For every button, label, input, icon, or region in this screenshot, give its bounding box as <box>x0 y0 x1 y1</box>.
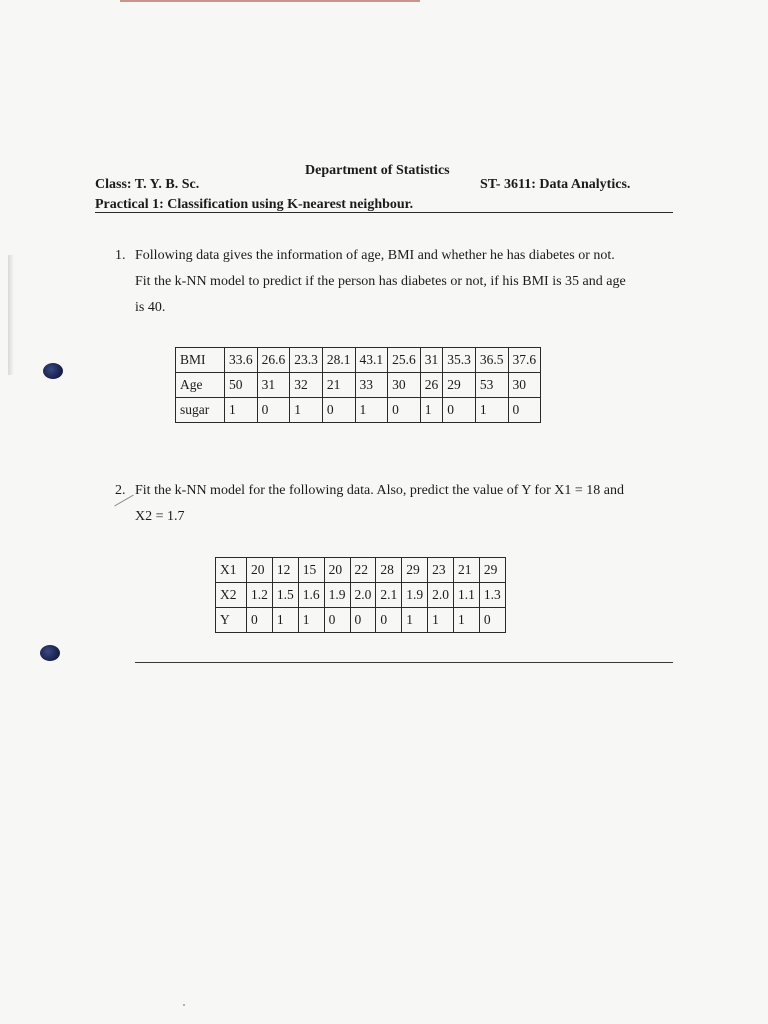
row-header: Y <box>216 608 247 633</box>
table-cell: 20 <box>324 558 350 583</box>
table-cell: 23.3 <box>290 348 323 373</box>
table-row <box>176 348 541 373</box>
table-cell: 25.6 <box>388 348 421 373</box>
question-number: 2. <box>115 483 126 498</box>
table-cell: 1.2 <box>247 583 273 608</box>
table-cell: 1.1 <box>454 583 480 608</box>
footer-divider <box>135 662 673 663</box>
table-cell: 1 <box>355 398 388 423</box>
table-row <box>216 558 506 583</box>
row-header: X1 <box>216 558 247 583</box>
class-label: Class: T. Y. B. Sc. <box>95 177 200 192</box>
table-cell: 30 <box>388 373 421 398</box>
table-cell: 30 <box>508 373 541 398</box>
table-cell: 31 <box>257 373 290 398</box>
table-cell: 0 <box>479 608 505 633</box>
table-cell: 0 <box>322 398 355 423</box>
table-cell: 33.6 <box>225 348 258 373</box>
question-text-line: Fit the k-NN model for the following data. Also, predict the value of Y for X1 = 18 and <box>135 483 624 498</box>
table-cell: 26 <box>420 373 443 398</box>
table-cell: 29 <box>402 558 428 583</box>
table-cell: 0 <box>388 398 421 423</box>
punch-hole-icon <box>40 645 60 661</box>
table-cell: 0 <box>508 398 541 423</box>
data-table-2 <box>215 557 506 633</box>
question-text-line: Following data gives the information of age, BMI and whether he has diabetes or not. <box>135 248 615 263</box>
row-header: sugar <box>176 398 225 423</box>
course-code: ST- 3611: Data Analytics. <box>480 177 631 192</box>
table-cell: 28.1 <box>322 348 355 373</box>
table-cell: 1 <box>402 608 428 633</box>
table-cell: 29 <box>479 558 505 583</box>
data-table-1 <box>175 347 541 423</box>
table-cell: 2.0 <box>428 583 454 608</box>
table-cell: 43.1 <box>355 348 388 373</box>
table-row <box>216 608 506 633</box>
table-cell: 2.0 <box>350 583 376 608</box>
table-cell: 2.1 <box>376 583 402 608</box>
table-cell: 50 <box>225 373 258 398</box>
question-text-line: is 40. <box>135 300 166 315</box>
row-header: Age <box>176 373 225 398</box>
table-cell: 0 <box>257 398 290 423</box>
table-cell: 29 <box>443 373 476 398</box>
table-cell: 32 <box>290 373 323 398</box>
table-cell: 0 <box>247 608 273 633</box>
table-row <box>216 583 506 608</box>
table-row <box>176 398 541 423</box>
table-cell: 20 <box>247 558 273 583</box>
table-cell: 23 <box>428 558 454 583</box>
question-number: 1. <box>115 248 126 263</box>
question-text-line: Fit the k-NN model to predict if the person has diabetes or not, if his BMI is 35 and age <box>135 274 626 289</box>
punch-hole-icon <box>43 363 63 379</box>
table-cell: 37.6 <box>508 348 541 373</box>
department-title: Department of Statistics <box>305 163 450 178</box>
table-cell: 0 <box>324 608 350 633</box>
table-cell: 15 <box>298 558 324 583</box>
table-cell: 1 <box>428 608 454 633</box>
table-cell: 1.6 <box>298 583 324 608</box>
table-cell: 22 <box>350 558 376 583</box>
table-cell: 31 <box>420 348 443 373</box>
table-cell: 1.9 <box>402 583 428 608</box>
table-cell: 1 <box>454 608 480 633</box>
table-cell: 0 <box>376 608 402 633</box>
table-cell: 33 <box>355 373 388 398</box>
table-cell: 26.6 <box>257 348 290 373</box>
table-cell: 0 <box>443 398 476 423</box>
table-cell: 35.3 <box>443 348 476 373</box>
table-cell: 1 <box>272 608 298 633</box>
question-1 <box>115 243 680 321</box>
table-cell: 1.9 <box>324 583 350 608</box>
table-cell: 53 <box>475 373 508 398</box>
table-cell: 1 <box>225 398 258 423</box>
table-cell: 1.5 <box>272 583 298 608</box>
question-2 <box>115 478 680 530</box>
table-cell: 12 <box>272 558 298 583</box>
header-divider <box>95 212 673 213</box>
table-row <box>176 373 541 398</box>
table-cell: 21 <box>322 373 355 398</box>
row-header: BMI <box>176 348 225 373</box>
row-header: X2 <box>216 583 247 608</box>
table-cell: 21 <box>454 558 480 583</box>
question-text-line: X2 = 1.7 <box>135 509 185 524</box>
page-speck <box>183 1004 185 1006</box>
table-cell: 0 <box>350 608 376 633</box>
table-cell: 28 <box>376 558 402 583</box>
table-cell: 1 <box>420 398 443 423</box>
table-cell: 1.3 <box>479 583 505 608</box>
table-cell: 1 <box>298 608 324 633</box>
page-top-edge <box>120 0 420 2</box>
practical-title: Practical 1: Classification using K-nearest neighbour. <box>95 197 414 212</box>
page-shadow <box>8 255 14 375</box>
table-cell: 1 <box>475 398 508 423</box>
table-cell: 1 <box>290 398 323 423</box>
table-cell: 36.5 <box>475 348 508 373</box>
